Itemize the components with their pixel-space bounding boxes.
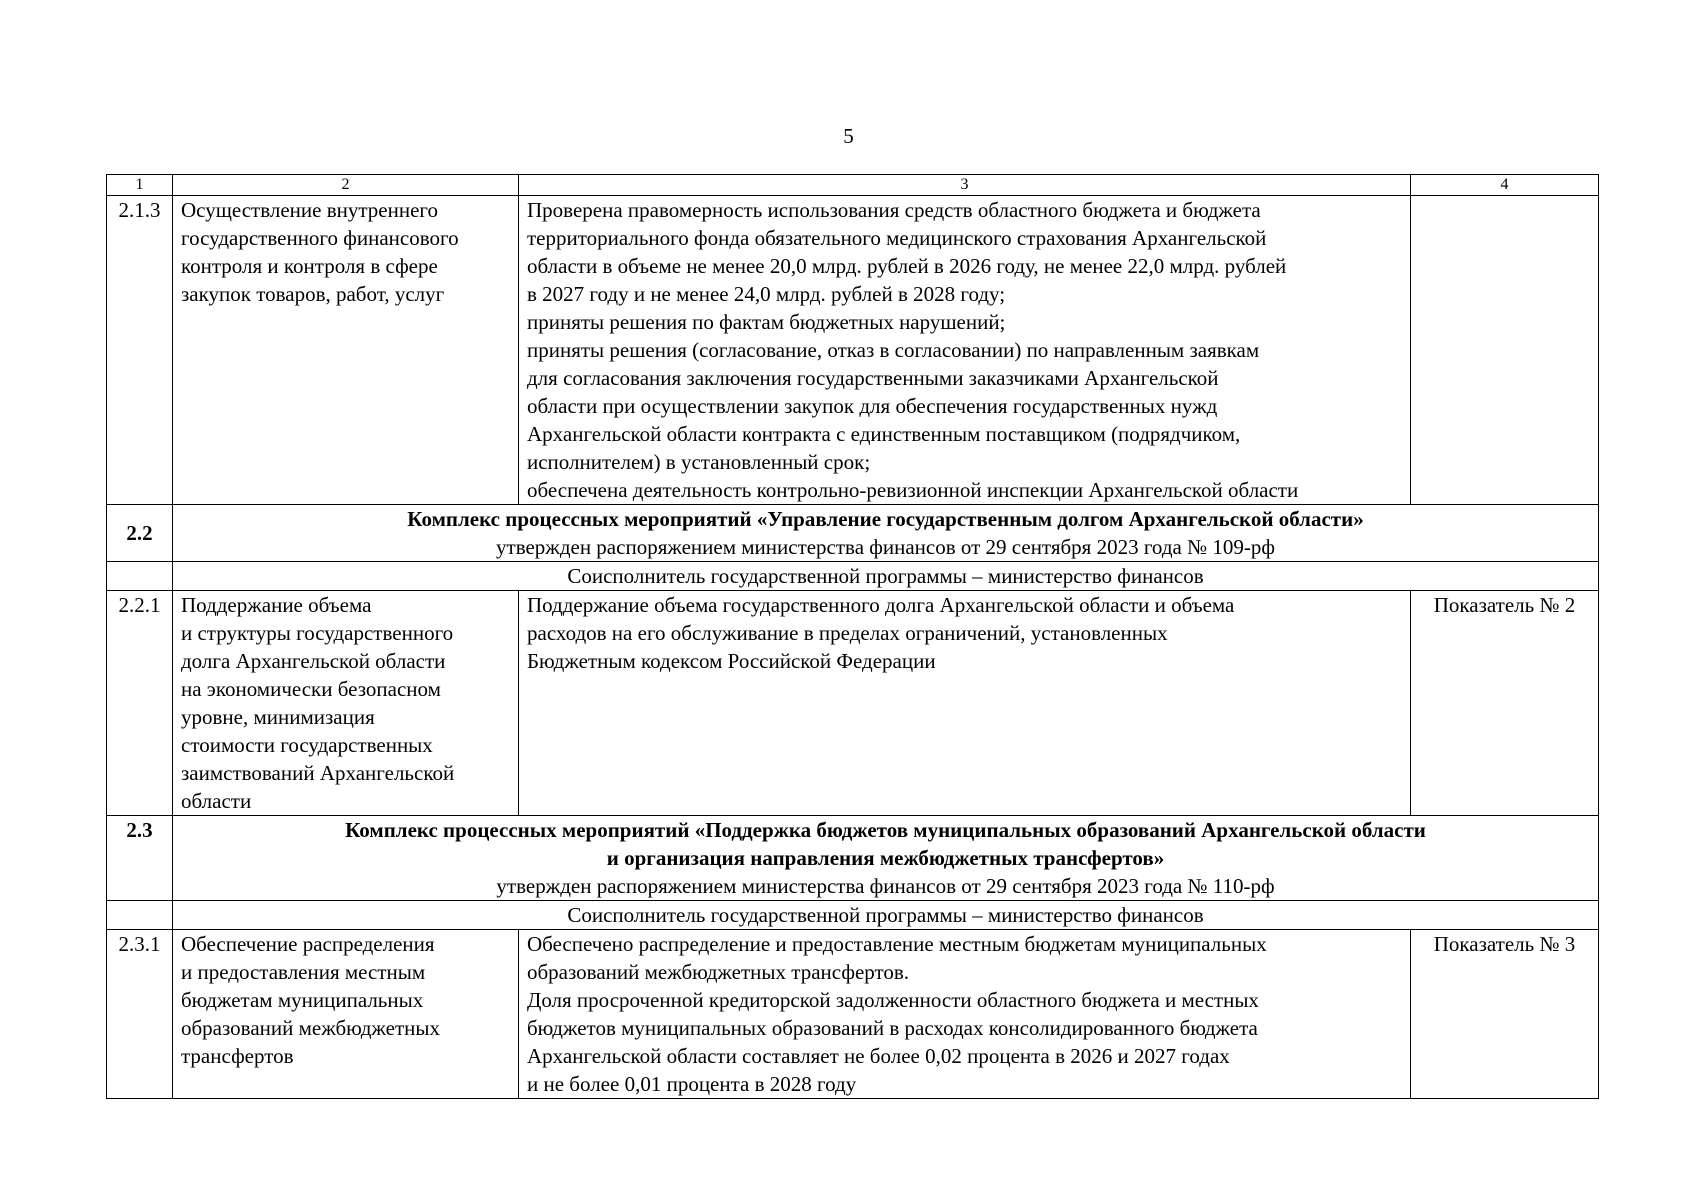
task-name-line: и структуры государственного xyxy=(181,621,454,645)
indicator-cell: Показатель № 3 xyxy=(1411,930,1599,1099)
task-name-line: уровне, минимизация xyxy=(181,705,375,729)
result-line: расходов на его обслуживание в пределах ограничений, установленных xyxy=(527,621,1168,645)
task-name-line: Обеспечение распределения xyxy=(181,932,435,956)
page-number: 5 xyxy=(843,124,854,148)
empty-cell xyxy=(107,901,173,930)
task-name-line: заимствований Архангельской xyxy=(181,761,455,785)
result-cell xyxy=(519,591,1411,816)
result-line: области при осуществлении закупок для обеспечения государственных нужд xyxy=(527,394,1218,418)
coexecutor-row xyxy=(107,901,1599,930)
coexecutor-text: Соисполнитель государственной программы – министерство финансов xyxy=(173,901,1599,930)
header-col-2: 2 xyxy=(173,175,519,196)
task-name-line: Осуществление внутреннего xyxy=(181,198,439,222)
result-line: области в объеме не менее 20,0 млрд. рублей в 2026 году, не менее 22,0 млрд. рублей xyxy=(527,254,1287,278)
section-title: и организация направления межбюджетных трансфертов» xyxy=(606,846,1165,870)
task-name-line: долга Архангельской области xyxy=(181,649,446,673)
result-line: приняты решения (согласование, отказ в согласовании) по направленным заявкам xyxy=(527,338,1260,362)
result-line: исполнителем) в установленный срок; xyxy=(527,450,871,474)
result-line: Доля просроченной кредиторской задолженности областного бюджета и местных xyxy=(527,988,1259,1012)
section-row xyxy=(107,816,1599,901)
header-row xyxy=(107,175,1599,196)
result-line: Поддержание объема государственного долга Архангельской области и объема xyxy=(527,593,1235,617)
task-name-line: Поддержание объема xyxy=(181,593,372,617)
section-title: Комплекс процессных мероприятий «Управление государственным долгом Архангельской области» xyxy=(407,507,1364,531)
section-title: Комплекс процессных мероприятий «Поддержка бюджетов муниципальных образований Архангельской области xyxy=(345,818,1426,842)
task-name-cell xyxy=(173,196,519,505)
task-name-line: трансфертов xyxy=(181,1044,294,1068)
result-cell xyxy=(519,930,1411,1099)
indicator-cell xyxy=(1411,196,1599,505)
section-title-cell xyxy=(173,816,1599,901)
result-line: бюджетов муниципальных образований в расходах консолидированного бюджета xyxy=(527,1016,1258,1040)
result-line: для согласования заключения государственными заказчиками Архангельской xyxy=(527,366,1219,390)
table-row xyxy=(107,591,1599,816)
coexecutor-row xyxy=(107,562,1599,591)
section-row xyxy=(107,505,1599,562)
task-name-line: бюджетам муниципальных xyxy=(181,988,424,1012)
header-col-4: 4 xyxy=(1411,175,1599,196)
empty-cell xyxy=(107,562,173,591)
row-number: 2.2.1 xyxy=(107,591,173,816)
task-name-line: образований межбюджетных xyxy=(181,1016,441,1040)
task-name-line: области xyxy=(181,789,252,813)
header-col-3: 3 xyxy=(519,175,1411,196)
task-name-line: контроля и контроля в сфере xyxy=(181,254,438,278)
row-number: 2.3.1 xyxy=(107,930,173,1099)
result-cell xyxy=(519,196,1411,505)
result-line: обеспечена деятельность контрольно-ревизионной инспекции Архангельской области xyxy=(527,478,1299,502)
program-table xyxy=(106,174,1599,1099)
result-line: образований межбюджетных трансфертов. xyxy=(527,960,910,984)
task-name-line: государственного финансового xyxy=(181,226,459,250)
row-number: 2.1.3 xyxy=(107,196,173,505)
result-line: территориального фонда обязательного медицинского страхования Архангельской xyxy=(527,226,1267,250)
section-title-cell xyxy=(173,505,1599,562)
section-number: 2.3 xyxy=(107,816,173,901)
result-line: Архангельской области составляет не более 0,02 процента в 2026 и 2027 годах xyxy=(527,1044,1230,1068)
section-approved: утвержден распоряжением министерства финансов от 29 сентября 2023 года № 110-рф xyxy=(496,874,1275,898)
result-line: Обеспечено распределение и предоставление местным бюджетам муниципальных xyxy=(527,932,1267,956)
result-line: и не более 0,01 процента в 2028 году xyxy=(527,1072,857,1096)
task-name-line: и предоставления местным xyxy=(181,960,426,984)
indicator-cell: Показатель № 2 xyxy=(1411,591,1599,816)
result-line: Бюджетным кодексом Российской Федерации xyxy=(527,649,936,673)
task-name-line: закупок товаров, работ, услуг xyxy=(181,282,445,306)
section-approved: утвержден распоряжением министерства финансов от 29 сентября 2023 года № 109-рф xyxy=(496,535,1275,559)
table-row xyxy=(107,196,1599,505)
task-name-cell xyxy=(173,930,519,1099)
section-number: 2.2 xyxy=(107,505,173,562)
header-col-1: 1 xyxy=(107,175,173,196)
result-line: Проверена правомерность использования средств областного бюджета и бюджета xyxy=(527,198,1261,222)
table-row xyxy=(107,930,1599,1099)
task-name-cell xyxy=(173,591,519,816)
task-name-line: на экономически безопасном xyxy=(181,677,441,701)
result-line: в 2027 году и не менее 24,0 млрд. рублей в 2028 году; xyxy=(527,282,1006,306)
task-name-line: стоимости государственных xyxy=(181,733,433,757)
coexecutor-text: Соисполнитель государственной программы – министерство финансов xyxy=(173,562,1599,591)
result-line: приняты решения по фактам бюджетных нарушений; xyxy=(527,310,1006,334)
result-line: Архангельской области контракта с единственным поставщиком (подрядчиком, xyxy=(527,422,1241,446)
